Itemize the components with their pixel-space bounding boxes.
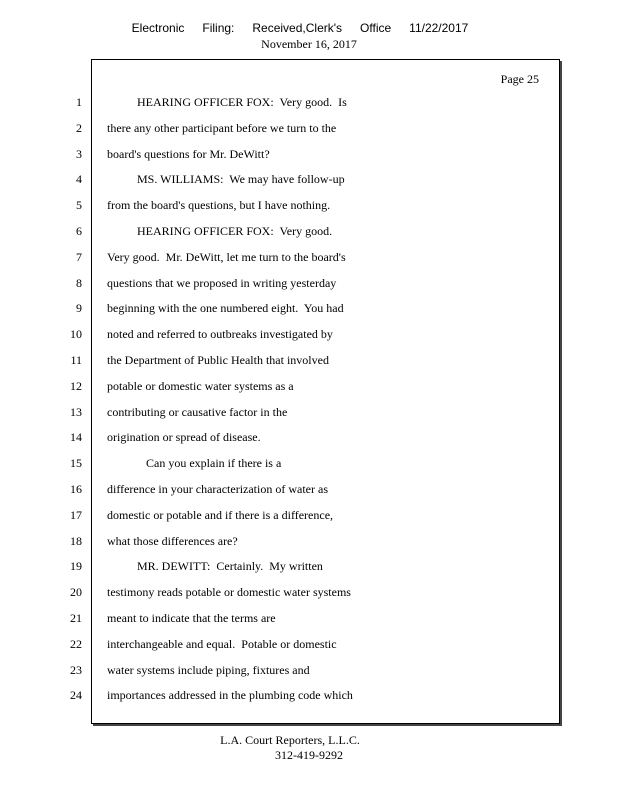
line-number: 16 [70,481,82,496]
line-number: 13 [70,404,82,419]
line-number: 17 [70,507,82,522]
transcript-line: Very good. Mr. DeWitt, let me turn to the board's [107,249,346,264]
transcript-line: importances addressed in the plumbing code which [107,688,353,703]
line-number: 20 [70,585,82,600]
line-number: 24 [70,688,82,703]
line-number: 15 [70,456,82,471]
line-number: 4 [76,172,82,187]
transcript-line: domestic or potable and if there is a difference, [107,507,334,522]
filing-word-electronic: Electronic [131,21,185,35]
transcript-line: there any other participant before we turn to the [107,120,337,135]
line-number: 18 [70,533,82,548]
transcript-line: what those differences are? [107,533,238,548]
transcript-line: HEARING OFFICER FOX: Very good. [107,223,333,238]
transcript-text [107,92,547,711]
line-number: 19 [70,559,82,574]
transcript-line: Can you explain if there is a [107,456,282,471]
transcript-line: board's questions for Mr. DeWitt? [107,146,270,161]
transcript-line: contributing or causative factor in the [107,404,288,419]
page-number: Page 25 [500,72,539,86]
filing-word-office: Office [360,21,392,35]
filing-stamp [0,21,600,35]
line-number: 14 [70,430,82,445]
filing-word-filing: Filing: [202,21,235,35]
transcript-line: questions that we proposed in writing yesterday [107,275,337,290]
line-number: 9 [76,301,82,316]
line-number: 5 [76,198,82,213]
filing-word-received: Received,Clerk's [252,21,343,35]
transcript-line: noted and referred to outbreaks investigated by [107,327,333,342]
transcript-line: testimony reads potable or domestic water systems [107,585,351,600]
line-number: 21 [70,610,82,625]
filing-date: 11/22/2017 [409,21,469,35]
line-number: 23 [70,662,82,677]
line-number: 8 [76,275,82,290]
transcript-line: MS. WILLIAMS: We may have follow-up [107,172,345,187]
line-number: 2 [76,120,82,135]
transcript-line: the Department of Public Health that involved [107,352,329,367]
transcript-line: water systems include piping, fixtures and [107,662,310,677]
line-number-column [0,92,82,711]
line-number: 22 [70,636,82,651]
line-number: 6 [76,223,82,238]
transcript-line: interchangeable and equal. Potable or domestic [107,636,337,651]
transcript-line: beginning with the one numbered eight. You had [107,301,344,316]
line-number: 11 [70,352,82,367]
transcript-line: from the board's questions, but I have nothing. [107,198,331,213]
transcript-line: HEARING OFFICER FOX: Very good. Is [107,95,347,109]
transcript-line: origination or spread of disease. [107,430,261,445]
line-number: 12 [70,378,82,393]
court-reporter-name: L.A. Court Reporters, L.L.C. [220,733,360,747]
transcript-line: potable or domestic water systems as a [107,378,294,393]
transcript-line: MR. DEWITT: Certainly. My written [107,559,323,574]
line-number: 7 [76,249,82,264]
transcript-line: meant to indicate that the terms are [107,610,276,625]
line-number: 1 [76,95,82,109]
court-reporter-phone: 312-419-9292 [275,748,343,762]
line-number: 10 [70,327,82,342]
transcript-date: November 16, 2017 [261,37,357,51]
line-number: 3 [76,146,82,161]
transcript-line: difference in your characterization of water as [107,481,328,496]
